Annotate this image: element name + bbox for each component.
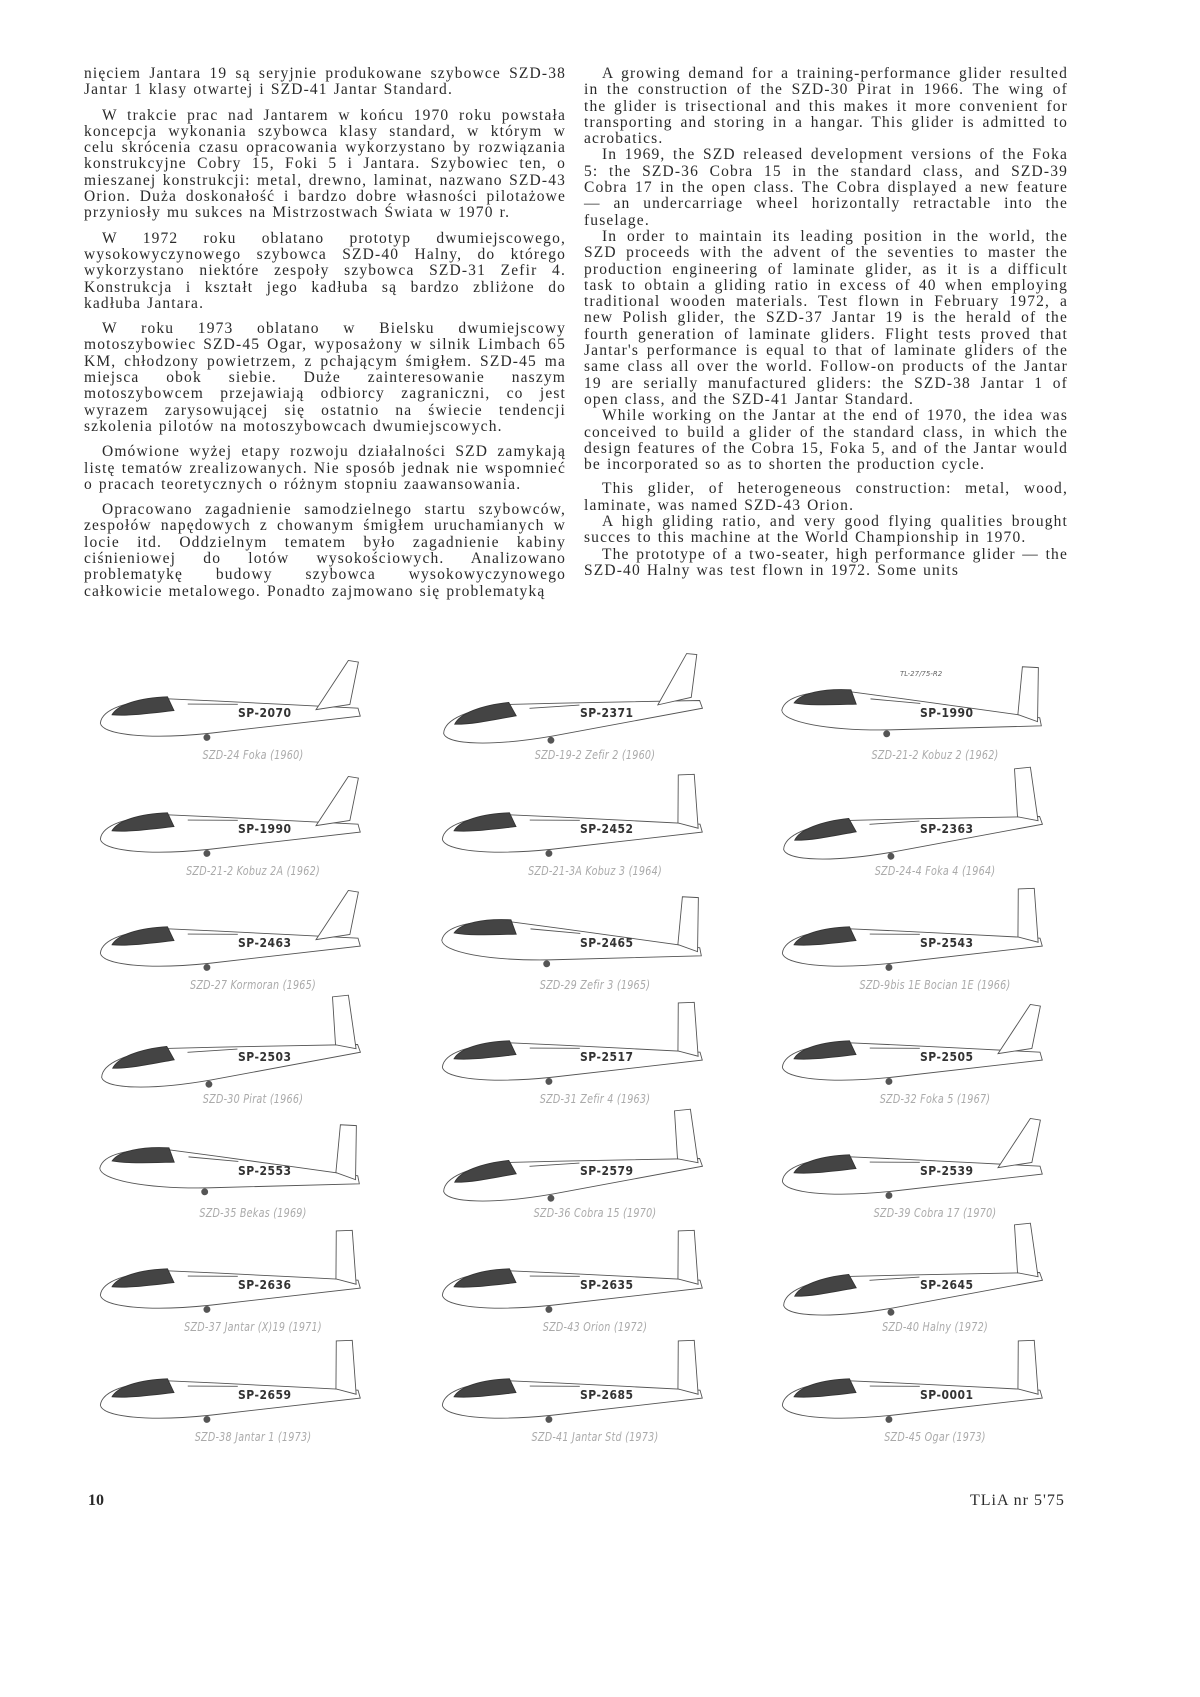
glider-figure — [430, 1118, 760, 1234]
glider-registration: SP-2517 — [580, 1050, 634, 1064]
glider-fuselage — [100, 922, 361, 968]
glider-fuselage — [442, 1264, 703, 1310]
glider-registration: SP-0001 — [920, 1388, 974, 1402]
glider-figure — [430, 890, 760, 1006]
glider-wheel — [546, 1078, 552, 1084]
paragraph: A high gliding ratio, and very good flying qualities brought succes to this machine at the World Championship in 1970. — [584, 513, 1068, 547]
glider-fuselage — [442, 808, 703, 854]
glider-caption: SZD-32 Foka 5 (1967) — [879, 1092, 991, 1106]
glider-caption: SZD-21-2 Kobuz 2 (1962) — [871, 748, 999, 762]
glider-figure — [88, 890, 418, 1006]
glider-fin — [314, 660, 360, 710]
glider-fuselage — [782, 1150, 1043, 1196]
glider-figure — [770, 1004, 1100, 1120]
glider-fin — [1013, 1223, 1039, 1279]
glider-registration: SP-2539 — [920, 1164, 974, 1178]
glider-caption: SZD-36 Cobra 15 (1970) — [533, 1206, 657, 1220]
glider-caption: SZD-24-4 Foka 4 (1964) — [874, 864, 996, 878]
glider-figure — [770, 890, 1100, 1006]
glider-figure — [88, 1004, 418, 1120]
glider-fin — [336, 1125, 359, 1180]
glider-caption: SZD-38 Jantar 1 (1973) — [194, 1430, 312, 1444]
paragraph: W trakcie prac nad Jantarem w końcu 1970 roku powstała koncepcja wykonania szybowca klasy standard, w którym w celu skrócenia czasu opracowania wykorzystano by rozwiązania konstrukcyjne Cobry 15, Foki 5 i Jantara. Szybowiec ten, o mieszanej konstrukcji: metal, drewno, laminat, nazwano SZD-43 Orion. Duża doskonałość i bardzo dobre własności pilotażowe przyniosły mu sukces na Mistrzostwach Świata w 1970 r. — [84, 106, 566, 222]
glider-wheel — [206, 1081, 213, 1088]
glider-figure — [430, 776, 760, 892]
glider-caption: SZD-35 Bekas (1969) — [199, 1206, 307, 1220]
glider-wheel — [546, 1416, 552, 1422]
glider-registration: SP-2465 — [580, 936, 634, 950]
glider-registration: SP-1990 — [920, 706, 974, 720]
glider-wheel — [886, 1192, 892, 1198]
paragraph: In 1969, the SZD released development versions of the Foka 5: the SZD-36 Cobra 15 in the standard class, and SZD-39 Cobra 17 in the open class. The Cobra displayed a new feature — an undercarriage wheel horizontally retractable into the fuselage. — [584, 146, 1068, 229]
glider-figure — [88, 660, 418, 776]
glider-figure — [770, 776, 1100, 892]
glider-fin — [334, 1340, 356, 1395]
glider-figure — [88, 1118, 418, 1234]
glider-figure — [88, 1342, 418, 1458]
drawing-note: TL-27/75-R2 — [900, 670, 943, 678]
glider-registration: SP-2579 — [580, 1164, 634, 1178]
glider-canopy — [794, 687, 857, 707]
glider-fin — [673, 1109, 699, 1165]
paragraph: Omówione wyżej etapy rozwoju działalności SZD zamykają listę tematów zrealizowanych. Nie sposób jednak nie wspomnieć o pracach teoretycznych o różnym stopniu zaawansowania. — [84, 443, 566, 493]
glider-registration: SP-2452 — [580, 822, 634, 836]
paragraph: W 1972 roku oblatano prototyp dwumiejscowego, wysokowyczynowego szybowca SZD-40 Halny, do którego wykorzystano niektóre zespoły szybowca SZD-31 Zefir 4. Konstrukcja i kształt jego kadłuba są bardzo zbliżone do kadłuba Jantara. — [84, 229, 566, 312]
glider-caption: SZD-29 Zefir 3 (1965) — [539, 978, 651, 992]
glider-registration: SP-2553 — [238, 1164, 292, 1178]
glider-fin — [331, 995, 357, 1051]
glider-figure — [88, 776, 418, 892]
glider-fuselage — [782, 922, 1043, 968]
glider-fin — [1016, 1340, 1038, 1395]
glider-fin — [1018, 667, 1041, 722]
glider-caption: SZD-41 Jantar Std (1973) — [531, 1430, 659, 1444]
paragraph: W roku 1973 oblatano w Bielsku dwumiejscowy motoszybowiec SZD-45 Ogar, wyposażony w silnik Limbach 65 KM, chłodzony powietrzem, z pchającym śmigłem. SZD-45 ma miejsca obok siebie. Duże zainteresowanie naszym motoszybowcem przejawiają odbiorcy zagraniczni, co jest wyrazem zarysowującej się ostatnio na świecie tendencji szkolenia pilotów na motoszybowcach dwumiejscowych. — [84, 320, 566, 435]
page-number: 10 — [88, 1492, 104, 1509]
glider-wheel — [204, 1306, 210, 1312]
glider-caption: SZD-21-3A Kobuz 3 (1964) — [528, 864, 662, 878]
paragraph: While working on the Jantar at the end of 1970, the idea was conceived to build a glider of the standard class, in which the design features of the Cobra 15, Foka 5, and of the Jantar would be incorporated so as to shorten the production cycle. — [584, 407, 1068, 474]
glider-wheel — [886, 1416, 892, 1422]
glider-fuselage — [782, 1036, 1043, 1082]
glider-wheel — [886, 1078, 892, 1084]
glider-wheel — [204, 964, 210, 970]
glider-wheel — [548, 1195, 555, 1202]
glider-fin — [678, 897, 701, 952]
glider-caption: SZD-37 Jantar (X)19 (1971) — [184, 1320, 322, 1334]
glider-wheel — [888, 1309, 895, 1316]
glider-registration: SP-2659 — [238, 1388, 292, 1402]
glider-fuselage — [442, 1036, 703, 1082]
glider-caption: SZD-43 Orion (1972) — [542, 1320, 648, 1334]
glider-registration: SP-2543 — [920, 936, 974, 950]
glider-caption: SZD-39 Cobra 17 (1970) — [873, 1206, 997, 1220]
glider-registration: SP-2636 — [238, 1278, 292, 1292]
glider-fin — [334, 1230, 356, 1285]
glider-caption: SZD-30 Pirat (1966) — [202, 1092, 304, 1106]
glider-fin — [996, 1118, 1042, 1168]
glider-fin — [314, 890, 360, 940]
polish-text-column — [84, 66, 566, 609]
paragraph: nięciem Jantara 19 są seryjnie produkowane szybowce SZD-38 Jantar 1 klasy otwartej i SZD-41 Jantar Standard. — [84, 65, 566, 99]
glider-canopy — [112, 1145, 175, 1165]
glider-registration: SP-2635 — [580, 1278, 634, 1292]
glider-fin — [1016, 888, 1038, 943]
glider-caption: SZD-40 Halny (1972) — [882, 1320, 988, 1334]
glider-fin — [1013, 767, 1039, 823]
glider-fin — [653, 653, 702, 705]
glider-wheel — [546, 850, 552, 856]
paragraph: A growing demand for a training-performance glider resulted in the construction of the SZD-30 Pirat in 1966. The wing of the glider is trisectional and this makes it more convenient for transporting and storing in a hangar. This glider is admitted to acrobatics. — [584, 65, 1068, 148]
glider-registration: SP-2363 — [920, 822, 974, 836]
glider-fin — [996, 1004, 1042, 1054]
glider-canopy — [454, 917, 517, 937]
glider-fuselage — [100, 692, 361, 738]
glider-fuselage — [442, 1374, 703, 1420]
glider-registration: SP-2685 — [580, 1388, 634, 1402]
paragraph: Opracowano zagadnienie samodzielnego startu szybowców, zespołów napędowych z chowanym śmigłem uruchamianych w locie itd. Oddzielnym tematem było zagadnienie kabiny ciśnieniowej do lotów wysokościowych. Analizowano problematykę budowy szybowca wysokowyczynowego całkowicie metalowego. Ponadto zajmowano się problematyką — [84, 501, 566, 600]
glider-wheel — [204, 850, 210, 856]
glider-fin — [314, 776, 360, 826]
glider-wheel — [888, 853, 895, 860]
glider-fin — [676, 774, 698, 829]
glider-wheel — [202, 1189, 208, 1195]
glider-figure — [430, 1342, 760, 1458]
glider-caption: SZD-19-2 Zefir 2 (1960) — [534, 748, 656, 762]
glider-wheel — [546, 1306, 552, 1312]
glider-caption: SZD-31 Zefir 4 (1963) — [539, 1092, 651, 1106]
glider-figure — [88, 1232, 418, 1348]
glider-figure — [770, 1232, 1100, 1348]
glider-fin — [676, 1340, 698, 1395]
glider-fuselage — [100, 808, 361, 854]
paragraph: In order to maintain its leading position in the world, the SZD proceeds with the advent of the seventies to master the production engineering of laminate glider, as it is a difficult task to obtain a gliding ratio in excess of 40 when employing traditional wooden materials. Test flown in February 1972, a new Polish glider, the SZD-37 Jantar 19 is the herald of the fourth generation of laminate gliders. Flight tests proved that Jantar's performance is equal to that of laminate gliders of the same class all over the world. Follow-on products of the Jantar 19 are serially manufactured gliders: the SZD-38 Jantar 1 of open class, and the SZD-41 Jantar Standard. — [584, 227, 1068, 408]
glider-caption: SZD-24 Foka (1960) — [202, 748, 304, 762]
glider-wheel — [204, 734, 210, 740]
glider-figure — [770, 660, 1100, 776]
paragraph: This glider, of heterogeneous construction: metal, wood, laminate, was named SZD-43 Orion. — [584, 480, 1068, 514]
glider-wheel — [548, 737, 555, 744]
glider-registration: SP-1990 — [238, 822, 292, 836]
glider-caption: SZD-45 Ogar (1973) — [884, 1430, 986, 1444]
english-text-column — [584, 66, 1068, 579]
glider-wheel — [886, 964, 892, 970]
glider-caption: SZD-21-2 Kobuz 2A (1962) — [186, 864, 320, 878]
glider-registration: SP-2503 — [238, 1050, 292, 1064]
glider-wheel — [544, 961, 550, 967]
glider-registration: SP-2371 — [580, 706, 634, 720]
glider-wheel — [884, 731, 890, 737]
paragraph: The prototype of a two-seater, high performance glider — the SZD-40 Halny was test flown in 1972. Some units — [584, 545, 1068, 579]
glider-wheel — [204, 1416, 210, 1422]
glider-caption: SZD-27 Kormoran (1965) — [190, 978, 316, 992]
glider-caption: SZD-9bis 1E Bocian 1E (1966) — [859, 978, 1011, 992]
glider-fin — [676, 1002, 698, 1057]
glider-registration: SP-2463 — [238, 936, 292, 950]
glider-fuselage — [782, 1374, 1043, 1420]
glider-figure — [430, 660, 760, 776]
glider-figure — [770, 1342, 1100, 1458]
glider-figure — [430, 1232, 760, 1348]
glider-registration: SP-2070 — [238, 706, 292, 720]
glider-fin — [676, 1230, 698, 1285]
glider-fuselage — [100, 1374, 361, 1420]
glider-fuselage — [100, 1264, 361, 1310]
glider-registration: SP-2645 — [920, 1278, 974, 1292]
glider-registration: SP-2505 — [920, 1050, 974, 1064]
issue-label: TLiA nr 5'75 — [970, 1492, 1065, 1509]
glider-figure — [770, 1118, 1100, 1234]
glider-figure — [430, 1004, 760, 1120]
